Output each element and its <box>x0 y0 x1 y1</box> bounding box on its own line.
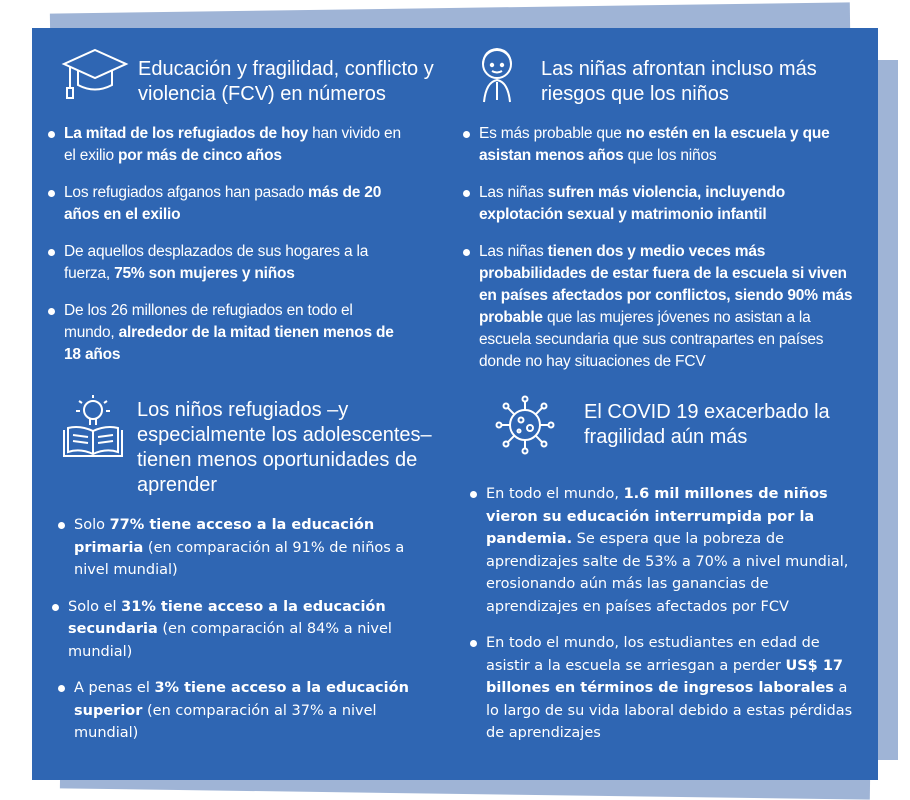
section-4-list <box>470 483 856 745</box>
graduation-cap-icon <box>60 44 130 104</box>
list-item: Las niñas tienen dos y medio veces más probabilidades de estar fuera de la escuela si viven en países afectados por conflictos, siendo 90% más probable que las mujeres jóvenes no asistan a la escuela secundaria que sus contrapartes en países donde no hay situaciones de FCV <box>463 241 858 373</box>
section-4-title-line-1: El COVID 19 exacerbado la <box>584 401 830 423</box>
list-item: En todo el mundo, los estudiantes en edad de asistir a la escuela se arriesgan a perder US$ 17 billones en términos de ingresos laborales a lo largo de su vida laboral debido a estas pérdidas de aprendizajes <box>470 632 856 745</box>
list-item: A penas el 3% tiene acceso a la educación superior (en comparación al 37% a nivel mundial) <box>58 677 413 745</box>
section-1-list <box>48 123 403 381</box>
list-item: La mitad de los refugiados de hoy han vivido en el exilio por más de cinco años <box>48 123 403 167</box>
section-3-title <box>137 398 432 498</box>
section-4-title <box>584 400 830 450</box>
list-item: Solo el 31% tiene acceso a la educación secundaria (en comparación al 84% a nivel mundial) <box>52 596 413 664</box>
list-item: Es más probable que no estén en la escuela y que asistan menos años que los niños <box>463 123 858 167</box>
section-3-title-line-2: especialmente los adolescentes– <box>137 424 432 446</box>
section-3-list <box>58 514 413 745</box>
list-item: De aquellos desplazados de sus hogares a la fuerza, 75% son mujeres y niños <box>48 241 403 285</box>
list-item: Los refugiados afganos han pasado más de 20 años en el exilio <box>48 182 403 226</box>
book-lightbulb-icon <box>60 392 126 462</box>
section-1-title <box>138 57 434 107</box>
list-item: En todo el mundo, 1.6 mil millones de niños vieron su educación interrumpida por la pandemia. Se espera que la pobreza de aprendizajes salte de 53% a 70% a nivel mundial, erosionando aún más las ganancias de aprendizajes en países afectados por FCV <box>470 483 856 618</box>
section-2-title-line-1: Las niñas afrontan incluso más <box>541 58 817 80</box>
section-2-list <box>463 123 858 388</box>
list-item: Solo 77% tiene acceso a la educación primaria (en comparación al 91% de niños a nivel mundial) <box>58 514 413 582</box>
section-4-title-line-2: fragilidad aún más <box>584 426 748 448</box>
list-item: De los 26 millones de refugiados en todo el mundo, alrededor de la mitad tienen menos de 18 años <box>48 300 403 366</box>
list-item: Las niñas sufren más violencia, incluyendo explotación sexual y matrimonio infantil <box>463 182 858 226</box>
girl-icon <box>472 44 522 106</box>
section-1-title-line-1: Educación y fragilidad, conflicto y <box>138 58 434 80</box>
section-3-title-line-3: tienen menos oportunidades de <box>137 449 418 471</box>
section-2-title-line-2: riesgos que los niños <box>541 83 729 105</box>
section-2-title <box>541 57 817 107</box>
virus-icon <box>494 394 556 456</box>
section-3-title-line-1: Los niños refugiados –y <box>137 399 349 421</box>
section-3-title-line-4: aprender <box>137 474 218 496</box>
section-1-title-line-2: violencia (FCV) en números <box>138 83 386 105</box>
